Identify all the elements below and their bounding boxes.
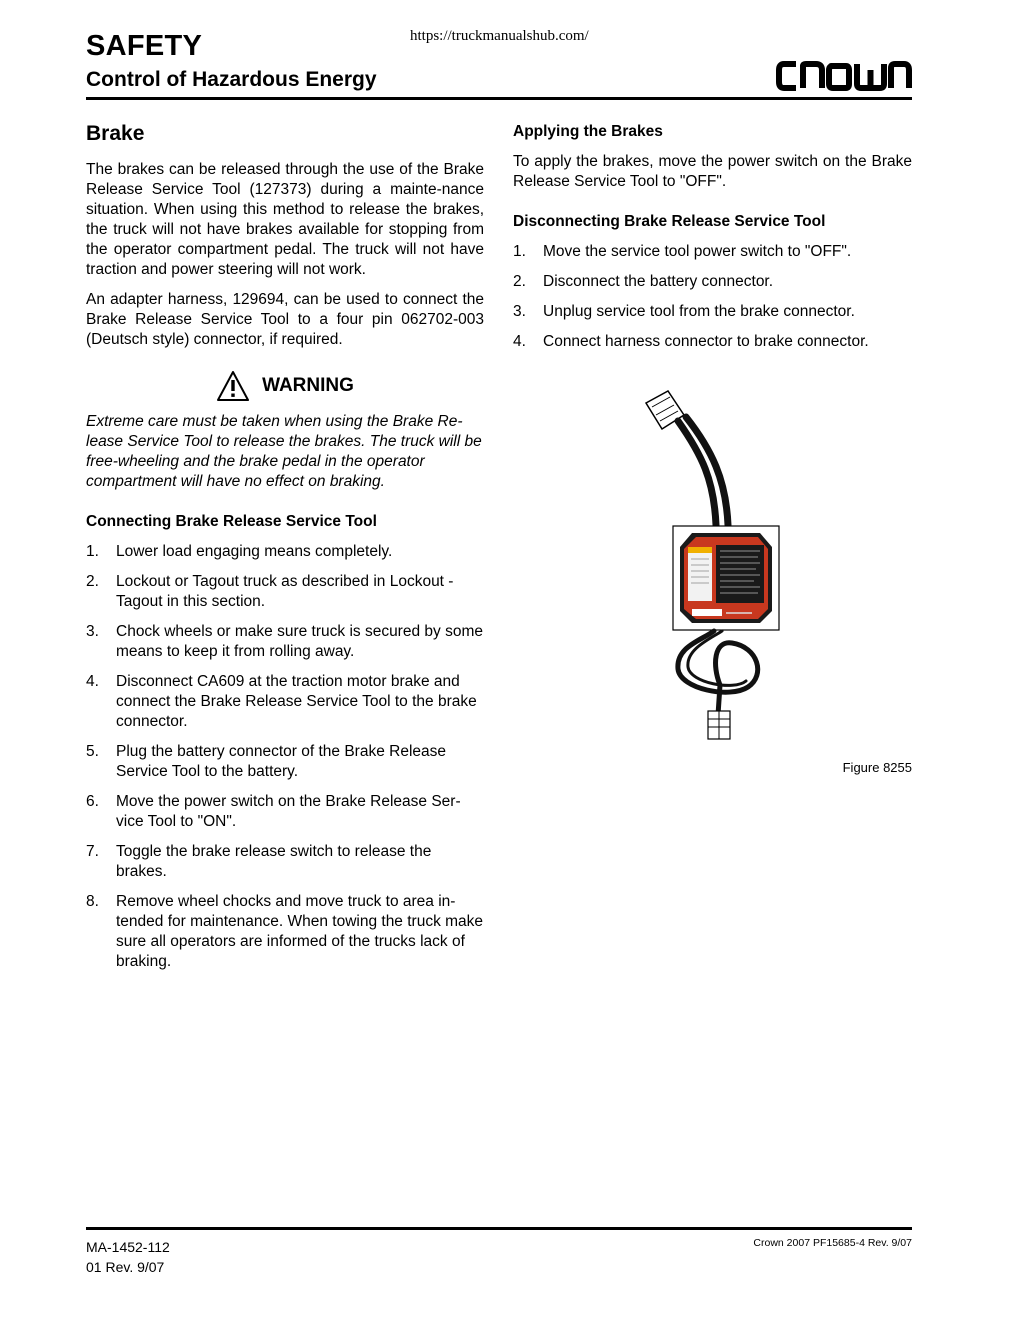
tool-box-icon xyxy=(673,526,779,630)
list-item: 2. Disconnect the battery connector. xyxy=(513,273,774,290)
list-item: 7. Toggle the brake release switch to release the brakes. xyxy=(86,843,432,880)
section-title: SAFETY xyxy=(86,30,203,62)
disconnect-heading: Disconnecting Brake Release Service Tool xyxy=(513,213,826,230)
brake-paragraph-1: The brakes can be released through the use of the Brake Release Service Tool (127373) during a mainte-nance situation. When using this method to release the brakes, the truck will not have brakes available for stopping from the operator compartment pedal. The truck will not have traction and power steering will not work. xyxy=(86,161,484,278)
list-item: 2. Lockout or Tagout truck as described in Lockout - Tagout in this section. xyxy=(86,573,454,610)
left-column xyxy=(86,118,484,982)
cable-lower-icon xyxy=(678,631,758,715)
warning-label: WARNING xyxy=(262,375,354,396)
list-item: 5. Plug the battery connector of the Brake Release Service Tool to the battery. xyxy=(86,743,447,780)
brake-release-tool-figure xyxy=(640,385,790,745)
applying-text: To apply the brakes, move the power switch on the Brake Release Service Tool to "OFF". xyxy=(513,153,912,190)
brake-heading: Brake xyxy=(86,122,145,145)
header-rule xyxy=(86,97,912,100)
brake-paragraph-2: An adapter harness, 129694, can be used to connect the Brake Release Service Tool to a four pin 062702-003 (Deutsch style) connector, if required. xyxy=(86,291,484,348)
list-item: 4. Disconnect CA609 at the traction motor brake and connect the Brake Release Service Tool to the brake connector. xyxy=(86,673,477,730)
warning-text: Extreme care must be taken when using the Brake Re-lease Service Tool to release the brakes. The truck will be free-wheeling and the brake pedal in the operator compartment will have no effect on braking. xyxy=(86,413,482,490)
brake-connector-icon xyxy=(708,711,730,739)
right-column xyxy=(513,118,912,362)
figure-caption: Figure 8255 xyxy=(842,760,912,775)
list-item: 3. Chock wheels or make sure truck is secured by some means to keep it from rolling away. xyxy=(86,623,483,660)
crown-logo xyxy=(776,58,912,92)
connecting-steps xyxy=(86,542,484,972)
source-url: https://truckmanualshub.com/ xyxy=(410,28,589,44)
footer-copyright: Crown 2007 PF15685-4 Rev. 9/07 xyxy=(753,1237,912,1249)
list-item: 1. Lower load engaging means completely. xyxy=(86,543,393,560)
connecting-heading: Connecting Brake Release Service Tool xyxy=(86,513,377,530)
footer-doc-number: MA-1452-112 xyxy=(86,1239,170,1255)
section-subtitle: Control of Hazardous Energy xyxy=(86,68,377,91)
applying-heading: Applying the Brakes xyxy=(513,123,663,140)
list-item: 8. Remove wheel chocks and move truck to area in-tended for maintenance. When towing the truck make sure all operators are informed of the trucks lack of braking. xyxy=(86,893,484,970)
list-item: 1. Move the service tool power switch to "OFF". xyxy=(513,243,852,260)
disconnect-steps xyxy=(513,242,912,352)
list-item: 4. Connect harness connector to brake connector. xyxy=(513,333,869,350)
warning-header xyxy=(86,370,484,402)
cable-upper-icon xyxy=(678,417,728,525)
footer-doc-info xyxy=(86,1237,170,1277)
footer-doc-revision: 01 Rev. 9/07 xyxy=(86,1259,165,1275)
list-item: 3. Unplug service tool from the brake connector. xyxy=(513,303,855,320)
footer-rule xyxy=(86,1227,912,1230)
list-item: 6. Move the power switch on the Brake Release Ser-vice Tool to "ON". xyxy=(86,793,461,830)
warning-triangle-icon xyxy=(216,370,250,402)
